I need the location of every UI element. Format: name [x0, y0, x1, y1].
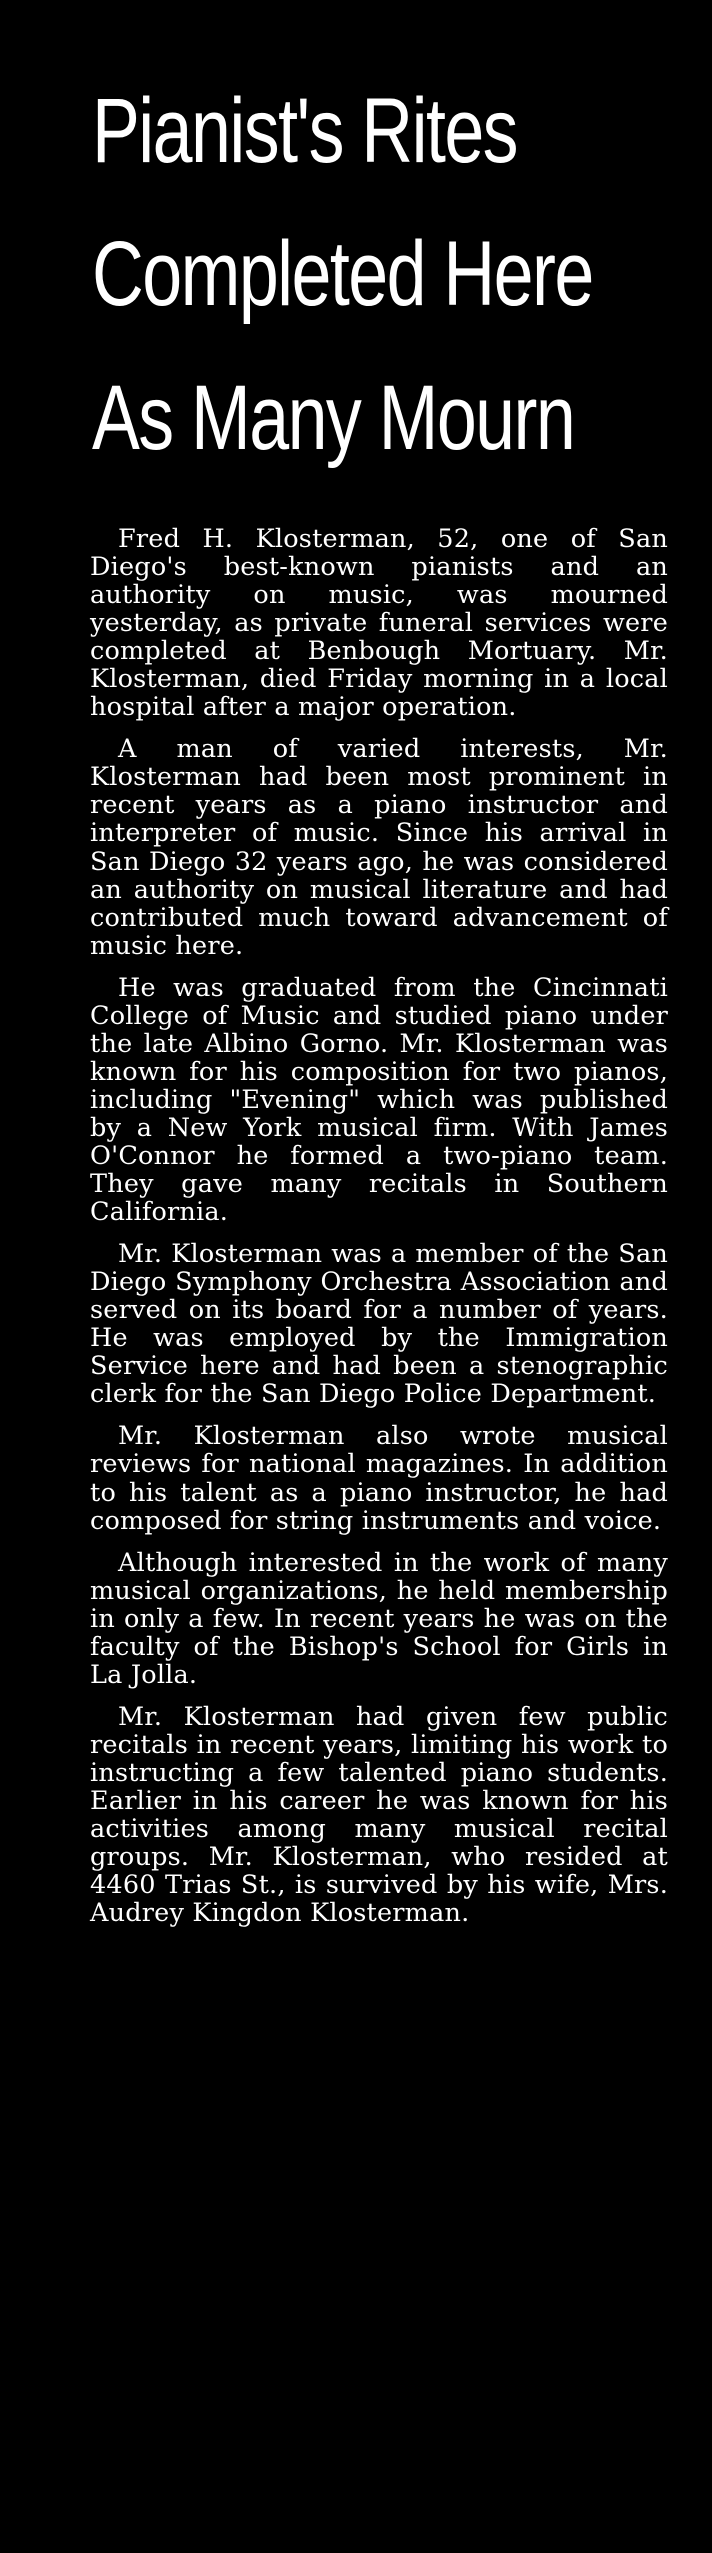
paragraph-survivors: Mr. Klosterman had given few public recitals in recent years, limiting his work to instructing a few talented piano students. Earlier in his career he was known for his activities among many musical recital groups. Mr. Klosterman, who resided at 4460 Trias St., is survived by his wife, Mrs. Audrey Kingdon Klosterman.: [90, 1701, 668, 1929]
article-body: [90, 525, 668, 1927]
headline-line-2: Completed Here: [92, 223, 593, 325]
headline-line-3: As Many Mourn: [92, 367, 575, 469]
headline-line-1: Pianist's Rites: [92, 80, 518, 182]
paragraph-symphony: Mr. Klosterman was a member of the San Diego Symphony Orchestra Association and served on its board for a number of years. He was employed by the Immigration Service here and had been a stenographic clerk for the San Diego Police Department.: [90, 1239, 668, 1410]
paragraph-reviews: Mr. Klosterman also wrote musical reviews for national magazines. In addition to his talent as a piano instructor, he had composed for string instruments and voice.: [90, 1421, 668, 1536]
paragraph-education: He was graduated from the Cincinnati College of Music and studied piano under the late Albino Gorno. Mr. Klosterman was known for his composition for two pianos, including "Evening" which was published by a New York musical firm. With James O'Connor he formed a two-piano team. They gave many recitals in Southern California.: [90, 972, 668, 1228]
paragraph-funeral: Fred H. Klosterman, 52, one of San Diego's best-known pianists and an authority on music, was mourned yesterday, as private funeral services were completed at Benbough Mortuary. Mr. Klosterman, died Friday morning in a local hospital after a major operation.: [90, 524, 668, 723]
paragraph-organizations: Although interested in the work of many musical organizations, he held membership in only a few. In recent years he was on the faculty of the Bishop's School for Girls in La Jolla.: [90, 1547, 668, 1690]
paragraph-interests: A man of varied interests, Mr. Klosterman had been most prominent in recent years as a piano instructor and interpreter of music. Since his arrival in San Diego 32 years ago, he was considered an authority on musical literature and had contributed much toward advancement of music here.: [90, 734, 668, 961]
